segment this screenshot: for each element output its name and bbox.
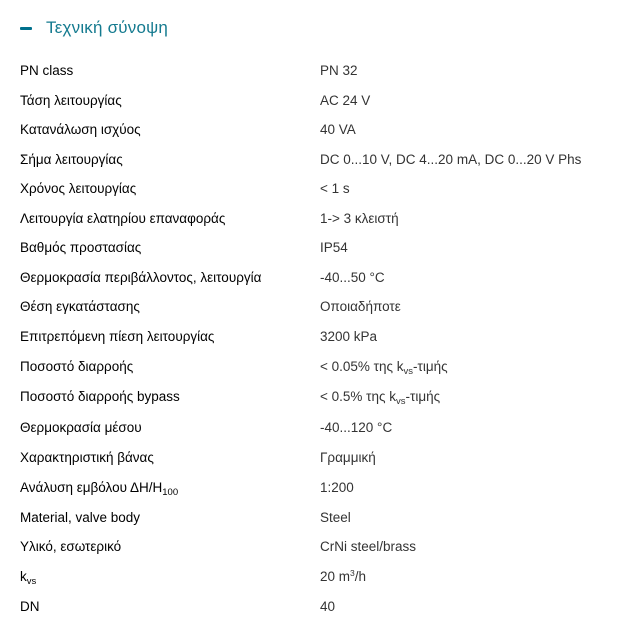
spec-label: Χαρακτηριστική βάνας: [20, 449, 154, 465]
spec-row: [20, 204, 620, 234]
spec-row: [20, 115, 620, 145]
value-text: /h: [354, 569, 367, 585]
spec-row: [20, 532, 620, 562]
spec-row: [20, 322, 620, 352]
spec-value: Οποιαδήποτε: [320, 299, 401, 315]
spec-value: < 1 s: [320, 181, 350, 197]
spec-value: 1-> 3 κλειστή: [320, 210, 399, 226]
value-superscript: 3: [350, 568, 355, 579]
spec-label: Χρόνος λειτουργίας: [20, 181, 137, 197]
label-text: k: [20, 569, 27, 585]
spec-row: [20, 503, 620, 533]
spec-row: [20, 233, 620, 263]
spec-row: [20, 145, 620, 175]
spec-row: [20, 174, 620, 204]
spec-row: [20, 443, 620, 473]
value-text: < 0.05% της k: [320, 358, 404, 374]
spec-value: IP54: [320, 240, 348, 256]
spec-label: Ποσοστό διαρροής: [20, 358, 134, 374]
spec-row: [20, 56, 620, 86]
spec-value: 3200 kPa: [320, 328, 378, 344]
spec-label: Θερμοκρασία μέσου: [20, 419, 142, 435]
spec-label: Υλικό, εσωτερικό: [20, 539, 122, 555]
value-text: -τιμής: [413, 358, 448, 374]
spec-row: [20, 382, 620, 413]
spec-value: [320, 569, 366, 584]
spec-label: Θερμοκρασία περιβάλλοντος, λειτουργία: [20, 269, 262, 285]
value-subscript: vs: [403, 365, 414, 377]
spec-label: Επιτρεπόμενη πίεση λειτουργίας: [20, 328, 215, 344]
spec-value: CrNi steel/brass: [320, 539, 417, 555]
spec-value: -40...50 °C: [320, 269, 385, 285]
spec-row: [20, 472, 620, 503]
label-subscript: vs: [26, 576, 37, 588]
spec-label: Σήμα λειτουργίας: [20, 151, 123, 167]
minus-icon[interactable]: [20, 27, 32, 30]
spec-value: AC 24 V: [320, 92, 371, 108]
spec-value: Γραμμική: [320, 449, 376, 465]
spec-label: Θέση εγκατάστασης: [20, 299, 140, 315]
spec-row: [20, 351, 620, 382]
value-subscript: vs: [396, 396, 406, 408]
spec-value: [320, 389, 441, 408]
section-header[interactable]: [20, 14, 168, 42]
spec-row: [20, 412, 620, 443]
spec-label: [20, 569, 320, 588]
spec-value: 40: [320, 599, 336, 615]
spec-label: PN class: [20, 63, 74, 79]
spec-label: Κατανάλωση ισχύος: [20, 122, 141, 138]
spec-value: [320, 358, 448, 377]
spec-value: Steel: [320, 509, 351, 525]
spec-label: Λειτουργία ελατηρίου επαναφοράς: [20, 210, 226, 226]
value-text: 20 m: [320, 569, 351, 585]
spec-label: DN: [20, 599, 40, 615]
spec-row: [20, 86, 620, 116]
spec-table: [20, 56, 620, 622]
spec-value: PN 32: [320, 63, 358, 79]
spec-label: Material, valve body: [20, 509, 141, 525]
spec-value: DC 0...10 V, DC 4...20 mA, DC 0...20 V Phs: [320, 151, 582, 167]
label-text: Ανάλυση εμβόλου ΔΗ/Η: [20, 479, 163, 495]
value-text: < 0.5% της k: [320, 389, 397, 405]
spec-row: [20, 292, 620, 322]
spec-row: [20, 562, 620, 593]
spec-label: Ποσοστό διαρροής bypass: [20, 389, 180, 405]
spec-label: Βαθμός προστασίας: [20, 240, 142, 256]
section-title: Τεχνική σύνοψη: [46, 18, 169, 37]
spec-row: [20, 592, 620, 622]
spec-value: -40...120 °C: [320, 419, 393, 435]
spec-value: 40 VA: [320, 122, 356, 138]
label-subscript: 100: [162, 486, 179, 498]
spec-row: [20, 263, 620, 293]
spec-label: Τάση λειτουργίας: [20, 92, 122, 108]
value-text: -τιμής: [405, 389, 441, 405]
spec-label: [20, 479, 320, 498]
spec-value: 1:200: [320, 479, 354, 495]
